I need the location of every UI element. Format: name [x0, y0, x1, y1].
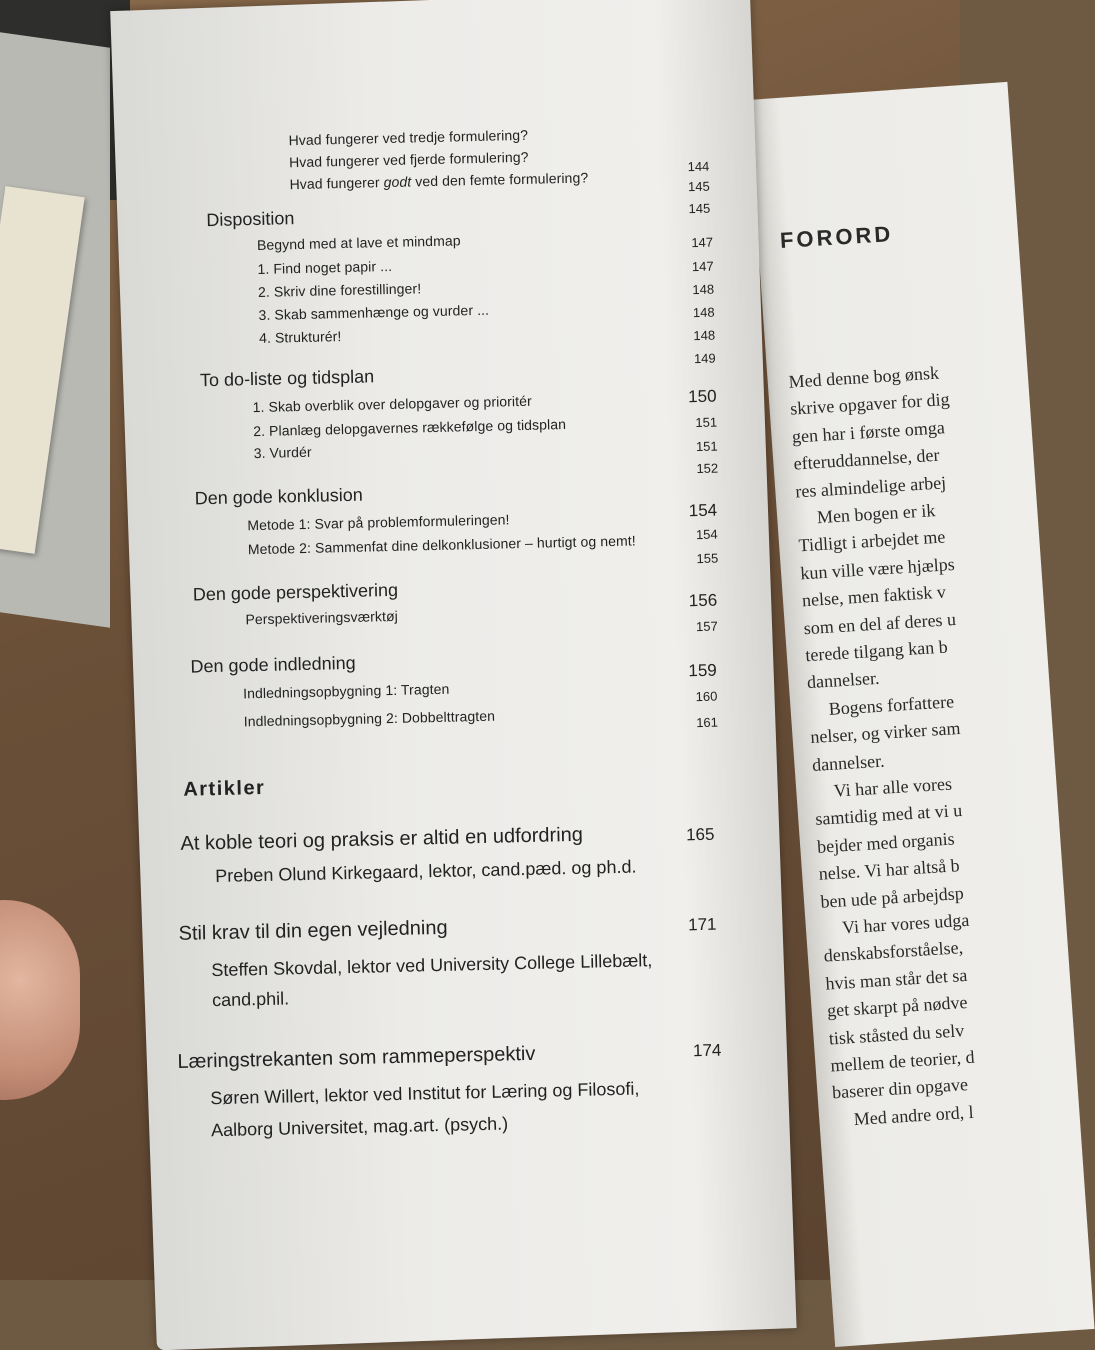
body-line: tisk ståsted du selv [828, 1019, 965, 1049]
toc-entry: Indledningsopbygning 2: Dobbelttragten [243, 707, 496, 730]
toc-chapter: Den gode indledning [190, 652, 356, 677]
body-line: efteruddannelse, der [793, 444, 940, 474]
body-line: samtidig med at vi u [814, 800, 963, 830]
page-number: 165 [685, 824, 715, 845]
toc-entry: Hvad fungerer ved fjerde formulering? [288, 148, 529, 171]
page-number: 159 [688, 660, 717, 681]
body-line: Med andre ord, l [853, 1101, 975, 1129]
page-number: 147 [691, 234, 714, 251]
page-title: FORORD [779, 221, 894, 253]
body-line: dannelser. [811, 750, 886, 775]
body-line: res almindelige arbej [794, 471, 947, 502]
body-line: get skarpt på nødve [826, 992, 968, 1021]
page-number: 154 [695, 526, 718, 543]
section-heading: Artikler [183, 776, 266, 801]
body-line: Tidligt i arbejdet me [798, 526, 946, 556]
toc-entry: 3. Vurdér [253, 443, 312, 462]
page-number: 151 [695, 438, 718, 455]
body-line: nelse, men faktisk v [801, 581, 947, 611]
toc-entry: Metode 2: Sammenfat dine delkonklusioner – hurtigt og nemt! [247, 532, 636, 558]
body-line: Men bogen er ik [816, 500, 936, 528]
body-line: ben ude på arbejdsp [819, 882, 965, 912]
body-line: skrive opgaver for dig [789, 389, 951, 420]
page-number: 150 [687, 386, 717, 407]
toc-chapter: Den gode konklusion [194, 484, 364, 509]
article-author: cand.phil. [211, 988, 290, 1011]
body-line: hvis man står det sa [824, 964, 968, 994]
body-line: nelser, og virker sam [809, 718, 961, 748]
page-number: 147 [691, 258, 714, 275]
toc-entry: 3. Skab sammenhænge og vurder ... [258, 301, 490, 323]
page-number: 149 [693, 350, 716, 367]
page-number: 156 [688, 590, 718, 611]
page-number: 148 [693, 327, 716, 344]
page-number: 155 [696, 550, 719, 567]
page-number: 152 [696, 460, 719, 477]
toc-entry: 1. Skab overblik over delopgaver og prioritér [252, 392, 532, 416]
body-line: Bogens forfattere [828, 691, 955, 719]
article-title: Læringstrekanten som rammeperspektiv [177, 1042, 536, 1073]
toc-entry: 2. Planlæg delopgavernes rækkefølge og tidsplan [253, 415, 567, 440]
toc-entry: Begynd med at lave et mindmap [256, 232, 461, 253]
toc-chapter: Disposition [206, 208, 295, 231]
toc-chapter: Den gode perspektivering [192, 579, 399, 605]
page-number: 145 [687, 178, 710, 195]
toc-entry: Hvad fungerer ved tredje formulering? [288, 126, 529, 149]
page-number: 148 [692, 304, 715, 321]
page-number: 144 [687, 158, 710, 175]
toc-entry: 1. Find noget papir ... [257, 257, 393, 277]
page-number: 154 [688, 500, 718, 521]
page-number: 148 [692, 281, 715, 298]
toc-entry: 2. Skriv dine forestillinger! [257, 280, 422, 300]
body-line: gen har i første omga [791, 417, 946, 447]
body-line: baserer din opgave [831, 1074, 969, 1103]
body-line: Vi har alle vores [833, 773, 953, 801]
toc-chapter: To do-liste og tidsplan [199, 366, 375, 391]
page-number: 160 [695, 688, 718, 705]
page-number: 157 [695, 618, 718, 635]
toc-entry: Metode 1: Svar på problemformuleringen! [247, 511, 510, 534]
article-author: Steffen Skovdal, lektor ved University College Lillebælt, [211, 950, 653, 981]
body-line: som en del af deres u [803, 608, 957, 638]
article-title: Stil krav til din egen vejledning [178, 916, 448, 945]
page-number: 145 [688, 200, 711, 217]
body-line: mellem de teorier, d [829, 1046, 976, 1076]
article-title: At koble teori og praksis er altid en udfordring [180, 823, 584, 855]
toc-entry: Hvad fungerer godt ved den femte formulering? [289, 169, 589, 193]
body-line: terede tilgang kan b [804, 636, 949, 666]
body-line: nelse. Vi har altså b [818, 855, 961, 884]
body-line: denskabsforståelse, [823, 937, 964, 967]
body-line: dannelser. [806, 668, 881, 693]
article-author: Søren Willert, lektor ved Institut for Læring og Filosofi, [210, 1078, 640, 1109]
body-line: Vi har vores udga [841, 909, 970, 938]
page-number: 174 [692, 1040, 722, 1061]
page-number: 151 [695, 414, 718, 431]
body-line: Med denne bog ønsk [788, 362, 940, 392]
body-line: kun ville være hjælps [799, 553, 956, 584]
article-author: Preben Olund Kirkegaard, lektor, cand.pæd. og ph.d. [215, 856, 637, 887]
toc-entry: 4. Strukturér! [258, 328, 342, 346]
toc-entry: Perspektiveringsværktøj [245, 607, 399, 628]
body-line: bejder med organis [816, 828, 956, 857]
toc-entry: Indledningsopbygning 1: Tragten [242, 680, 450, 702]
page-number: 161 [696, 714, 719, 731]
article-author: Aalborg Universitet, mag.art. (psych.) [210, 1113, 509, 1141]
page-number: 171 [687, 914, 717, 935]
